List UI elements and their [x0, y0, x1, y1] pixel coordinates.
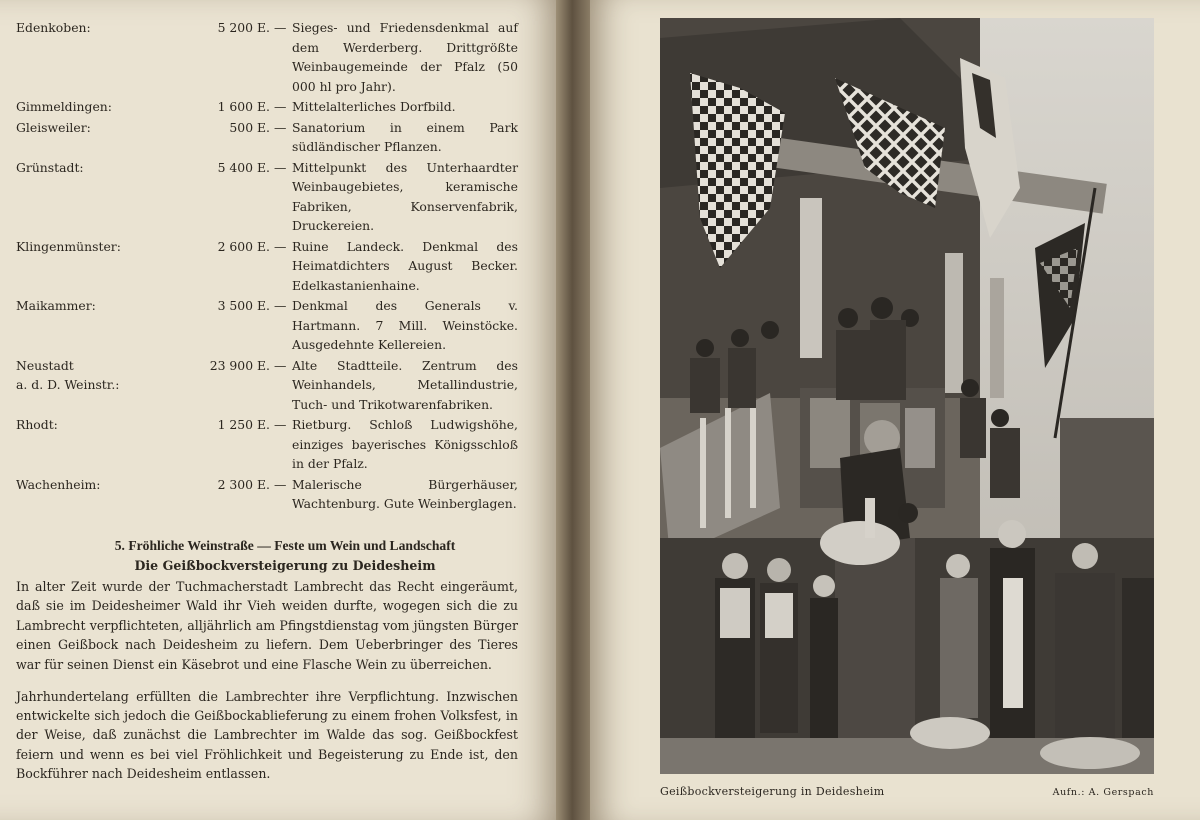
town-description: Denkmal des Generals v. Hartmann. 7 Mill. Weinstöcke. Ausgedehnte Kellereien. — [292, 298, 518, 352]
town-description: Malerische Bürgerhäuser, Wachtenburg. Gute Weinberglagen. — [292, 476, 518, 511]
dash: — — [274, 417, 287, 432]
town-name: Klingenmünster: — [16, 238, 121, 254]
body-paragraph: Jahrhundertelang erfüllten die Lambrechter ihre Verpflichtung. Inzwischen entwickelte sich jedoch die Geißbockablieferung zu einem frohen Volksfest, in der Weise, daß zunächst die Lambrechter im Walde das sog. Geißbockfest feiern und wenn es bei viel Fröhlichkeit und Begeisterung zu Ende ist, den Bockführer nach Deidesheim entlassen. — [16, 688, 518, 782]
town-description: Sieges- und Friedensdenkmal auf dem Werderberg. Drittgrößte Weinbaugemeinde der Pfalz (50 000 hl pro Jahr). — [292, 20, 518, 94]
town-name: Gimmeldingen: — [16, 99, 112, 114]
section-heading: 5. Fröhliche Weinstraße — Feste um Wein und Landschaft — [114, 538, 456, 553]
town-entry — [16, 296, 518, 355]
town-entry — [16, 118, 518, 157]
town-name: Rhodt: — [16, 417, 58, 432]
dash: — — [274, 238, 287, 254]
town-entry — [16, 415, 518, 474]
festival-photograph — [660, 18, 1154, 774]
left-page — [0, 0, 560, 820]
town-entry — [16, 158, 518, 236]
dash: — — [274, 476, 287, 492]
population: 23 900 E. — [209, 357, 270, 373]
section-subheading: Die Geißbockversteigerung zu Deidesheim — [134, 558, 436, 573]
town-entry — [16, 97, 518, 117]
town-name: Maikammer: — [16, 298, 96, 313]
dash: — — [274, 159, 287, 175]
population: 1 250 E. — [217, 417, 270, 432]
town-name: Gleisweiler: — [16, 119, 91, 135]
dash: — — [274, 119, 287, 135]
photo-credit: Aufn.: A. Gerspach — [1052, 787, 1154, 798]
town-entry — [16, 475, 518, 514]
photo-caption-row — [660, 785, 1154, 798]
town-entry — [16, 356, 518, 415]
population: 500 E. — [229, 119, 270, 135]
town-name: Grünstadt: — [16, 159, 84, 175]
town-description: Mittelalterliches Dorfbild. — [292, 99, 456, 114]
town-description: Rietburg. Schloß Ludwigshöhe, einziges bayerisches Königsschloß in der Pfalz. — [292, 417, 518, 471]
dash: — — [274, 298, 287, 313]
town-description: Sanatorium in einem Park südländischer Pflanzen. — [292, 119, 518, 154]
town-name: Neustadt a. d. D. Weinstr.: — [16, 357, 120, 392]
population: 2 300 E. — [217, 476, 270, 492]
town-description: Mittelpunkt des Unterhaardter Weinbaugebietes, keramische Fabriken, Konservenfabrik, Druckereien. — [292, 159, 518, 233]
photo-illustration — [660, 18, 1154, 774]
population: 5 200 E. — [217, 20, 270, 35]
town-description: Ruine Landeck. Denkmal des Heimatdichters August Becker. Edelkastanienhaine. — [292, 238, 518, 293]
right-page — [590, 0, 1200, 820]
town-entry — [16, 237, 518, 296]
dash: — — [274, 99, 287, 114]
dash: — — [274, 20, 287, 35]
town-name: Wachenheim: — [16, 476, 101, 492]
body-paragraph: In alter Zeit wurde der Tuchmacherstadt Lambrecht das Recht eingeräumt, daß sie im Deidesheimer Wald ihr Vieh weiden durfte, wogegen sich die zu Lambrecht verpflichteten, alljährlich am Pfingstdienstag vom jüngsten Bürger einen Geißbock nach Deidesheim zu liefern. Dem Ueberbringer des Tieres war für seinen Dienst ein Käsebrot und eine Flasche Wein zu überreichen. — [16, 579, 518, 672]
town-list — [16, 18, 518, 514]
population: 3 500 E. — [217, 298, 270, 313]
book-gutter — [556, 0, 592, 820]
festival-section — [16, 538, 518, 796]
town-name: Edenkoben: — [16, 20, 91, 35]
photo-caption: Geißbockversteigerung in Deidesheim — [660, 785, 885, 798]
town-entry — [16, 18, 518, 96]
dash: — — [274, 357, 287, 373]
population: 2 600 E. — [217, 238, 270, 254]
town-description: Alte Stadtteile. Zentrum des Weinhandels, Metallindustrie, Tuch- und Trikotwarenfabriken. — [292, 357, 518, 412]
population: 1 600 E. — [217, 99, 270, 114]
population: 5 400 E. — [217, 159, 270, 175]
